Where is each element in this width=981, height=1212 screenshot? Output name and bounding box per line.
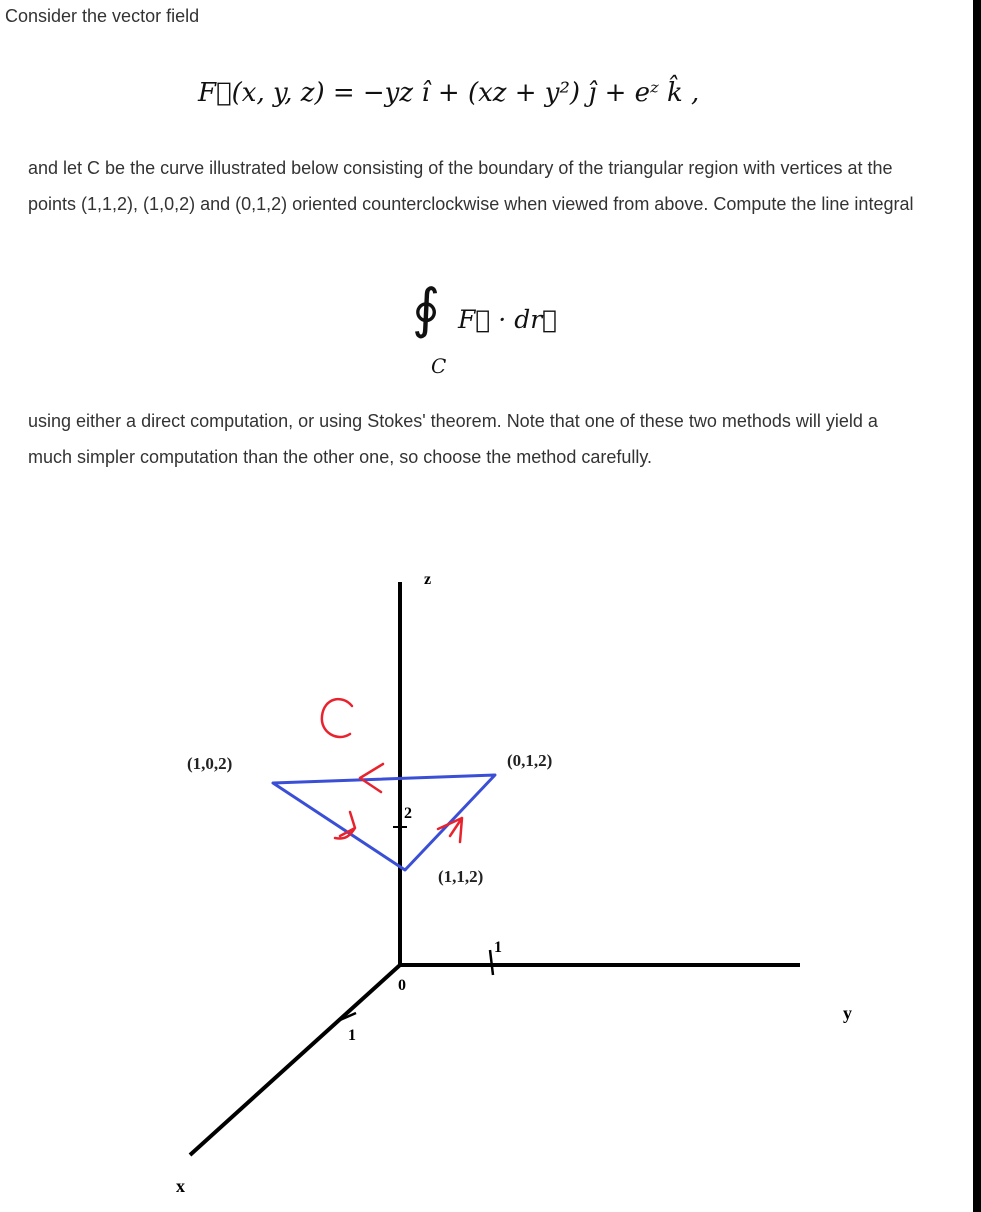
vertex-label-1-1-2: (1,1,2) — [438, 867, 484, 886]
x-axis — [190, 965, 400, 1155]
z-axis-label: z — [424, 571, 432, 588]
origin-label: 0 — [398, 977, 406, 994]
integrand: F⃗ · dr⃗ — [458, 305, 558, 334]
vertex-label-0-1-2: (0,1,2) — [507, 751, 553, 770]
x-tick-label: 1 — [348, 1027, 356, 1044]
curve-label-text: C — [0, 0, 1, 1]
y-axis-label: y — [843, 1003, 852, 1023]
intro-text: Consider the vector field — [5, 6, 200, 26]
integral-subscript: C — [431, 354, 447, 378]
vertex-label-1-0-2: (1,0,2) — [187, 754, 233, 773]
y-tick-1 — [490, 950, 493, 975]
curve-label-handwritten-c — [322, 699, 352, 737]
contour-integral-symbol: ∮ — [412, 277, 441, 340]
vector-field-equation: F⃗(x, y, z) = −yz î + (xz + y²) ĵ + eᶻ k̂ , — [198, 78, 700, 108]
y-tick-label: 1 — [494, 939, 502, 956]
z-tick-label: 2 — [404, 805, 412, 822]
x-axis-label: x — [176, 1176, 185, 1196]
method-note: using either a direct computation, or using Stokes' theorem. Note that one of these two methods will yield a much simpler computation than the other one, so choose the method carefully. — [28, 411, 878, 467]
curve-description: and let C be the curve illustrated below consisting of the boundary of the triangular region with vertices at the points (1,1,2), (1,0,2) and (0,1,2) oriented counterclockwise when viewed from above. Compute the line integral — [28, 158, 914, 214]
